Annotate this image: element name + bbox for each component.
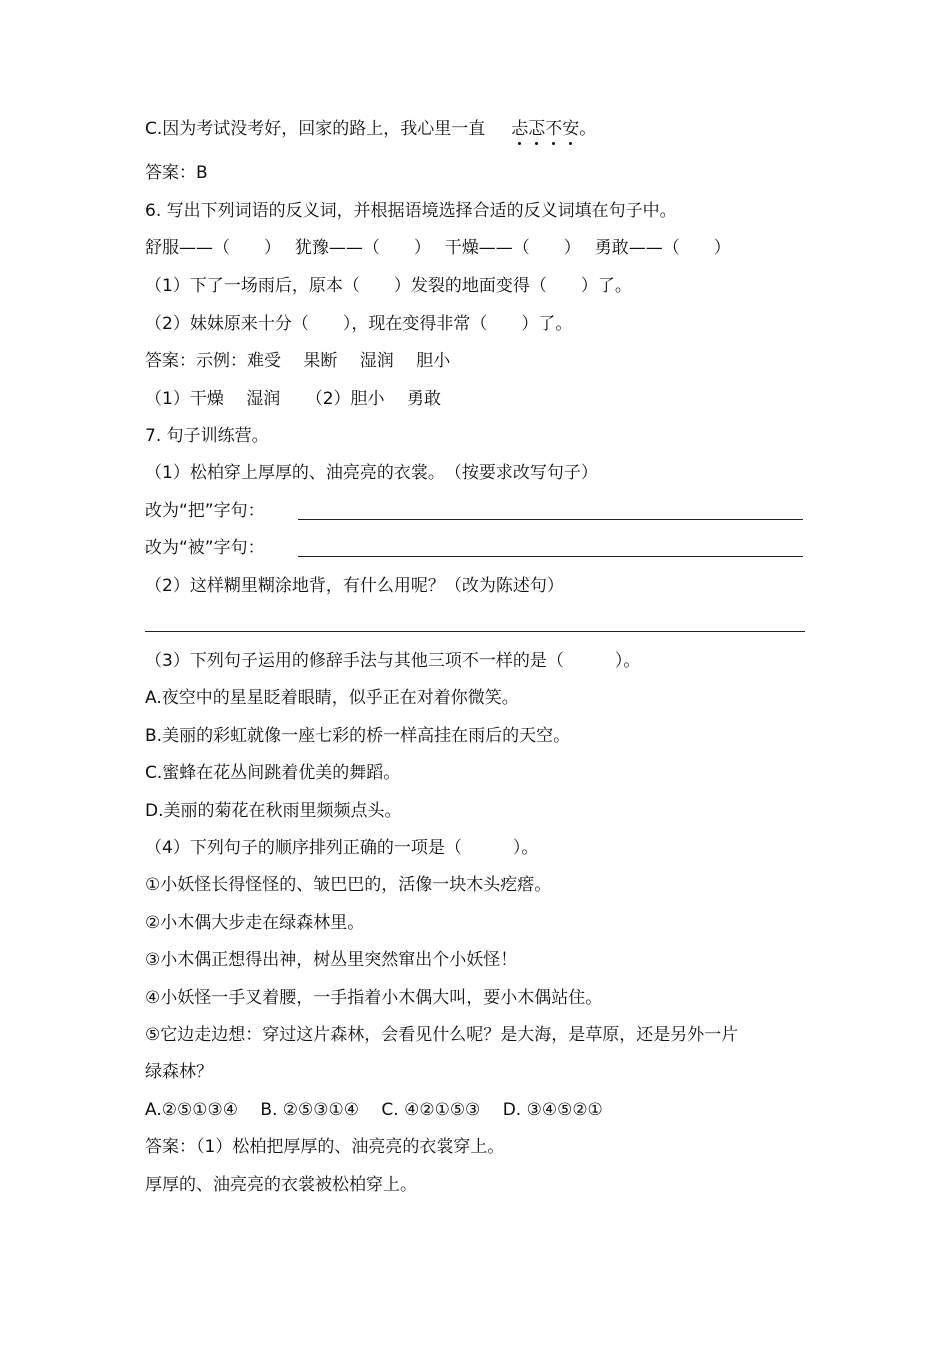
question-7-3: （3）下列句子运用的修辞手法与其他三项不一样的是（ ）。 — [145, 651, 641, 671]
sentence-1: ①小妖怪长得怪怪的、皱巴巴的，活像一块木头疙瘩。 — [145, 875, 552, 895]
c-option-end: 。 — [579, 119, 597, 139]
emphasized-word — [511, 119, 579, 139]
bei-sentence-label: 改为“被”字句： — [145, 538, 265, 558]
emphasis-char: 忑 — [528, 119, 546, 139]
question-7-1: （1）松柏穿上厚厚的、油亮亮的衣裳。 （按要求改写句子） — [145, 463, 598, 483]
question-6-sentence-1: （1）下了一场雨后，原本（ ）发裂的地面变得（ ）了。 — [145, 276, 632, 296]
emphasis-char: 不 — [545, 119, 563, 139]
sentence-2: ②小木偶大步走在绿森林里。 — [145, 913, 365, 933]
answer-b: 答案：B — [145, 163, 208, 183]
sentence-5-cont: 绿森林？ — [145, 1062, 213, 1082]
order-options: A.②⑤①③④ B. ②⑤③①④ C. ④②①⑤③ D. ③④⑤②① — [145, 1100, 603, 1120]
ba-answer-line — [298, 519, 803, 520]
declarative-answer-line — [145, 631, 805, 632]
emphasis-char: 忐 — [511, 119, 529, 139]
question-7-2: （2）这样糊里糊涂地背，有什么用呢？（改为陈述句） — [145, 576, 564, 596]
c-option-text: C.因为考试没考好，回家的路上，我心里一直 — [145, 119, 486, 139]
bei-answer-line — [298, 556, 803, 557]
emphasis-char: 安 — [562, 119, 580, 139]
question-c-option — [145, 118, 596, 140]
ba-sentence-label: 改为“把”字句： — [145, 501, 265, 521]
option-a: A.夜空中的星星眨着眼睛，似乎正在对着你微笑。 — [145, 688, 519, 708]
answer-7-2: 厚厚的、油亮亮的衣裳被松柏穿上。 — [145, 1175, 417, 1195]
sentence-5: ⑤它边走边想：穿过这片森林，会看见什么呢？是大海，是草原，还是另外一片 — [145, 1025, 739, 1045]
sentence-3: ③小木偶正想得出神，树丛里突然窜出个小妖怪！ — [145, 950, 518, 970]
option-d: D.美丽的菊花在秋雨里频频点头。 — [145, 801, 402, 821]
question-6-answer: 答案：示例：难受 果断 湿润 胆小 — [145, 351, 451, 371]
question-6-words: 舒服——（ ） 犹豫——（ ） 干燥——（ ） 勇敢——（ ） — [145, 238, 731, 258]
question-7-4: （4）下列句子的顺序排列正确的一项是（ ）。 — [145, 838, 539, 858]
question-7: 7. 句子训练营。 — [145, 426, 269, 446]
question-6: 6. 写出下列词语的反义词，并根据语境选择合适的反义词填在句子中。 — [145, 201, 677, 221]
option-b: B.美丽的彩虹就像一座七彩的桥一样高挂在雨后的天空。 — [145, 726, 571, 746]
question-6-sentence-2: （2）妹妹原来十分（ ），现在变得非常（ ）了。 — [145, 314, 573, 334]
question-6-answer-2: （1）干燥 湿润 （2）胆小 勇敢 — [145, 389, 441, 409]
option-c: C.蜜蜂在花丛间跳着优美的舞蹈。 — [145, 763, 401, 783]
answer-7-1: 答案：（1）松柏把厚厚的、油亮亮的衣裳穿上。 — [145, 1137, 505, 1157]
sentence-4: ④小妖怪一手叉着腰，一手指着小木偶大叫，要小木偶站住。 — [145, 988, 603, 1008]
